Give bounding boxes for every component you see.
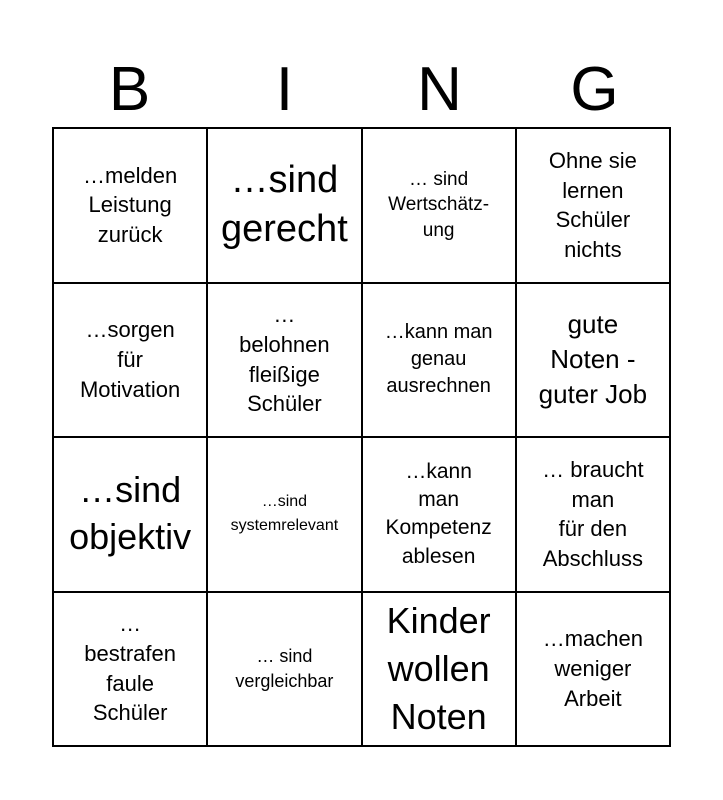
header-letter-i: I [275,55,294,124]
cell-text: … bestrafen faule Schüler [84,611,176,726]
bingo-cell[interactable] [362,283,516,438]
bingo-cell[interactable] [207,283,361,438]
cell-text: … sind vergleichbar [235,646,334,691]
cell-text: …machen weniger Arbeit [542,626,644,711]
bingo-cell[interactable] [53,128,207,283]
cell-text: gute Noten - guter Job [538,309,648,410]
cell-text: … belohnen fleißige Schüler [239,302,330,417]
header-letter-g: G [570,55,619,124]
bingo-grid [52,127,671,747]
cell-text: …kann man Kompetenz ablesen [385,459,492,568]
cell-text: … sind Wertschätz- ung [388,168,490,242]
cell-text: …sorgen für Motivation [79,317,181,402]
bingo-cell[interactable] [362,592,516,747]
cell-text: …kann man genau ausrechnen [384,321,493,398]
bingo-cell[interactable] [516,437,670,592]
bingo-cell[interactable] [207,128,361,283]
header-letter-b: B [108,55,151,124]
bingo-cell[interactable] [516,592,670,747]
bingo-header [52,52,671,128]
bingo-cell[interactable] [53,592,207,747]
cell-text: …sind systemrelevant [230,493,339,535]
cell-text: Ohne sie lernen Schüler nichts [548,147,637,262]
bingo-cell[interactable] [207,592,361,747]
cell-text: … braucht man für den Abschluss [542,456,644,571]
bingo-cell[interactable] [53,283,207,438]
bingo-cell[interactable] [362,128,516,283]
cell-text: …melden Leistung zurück [83,162,178,248]
header-letter-n: N [417,55,462,124]
cell-text: Kinder wollen Noten [386,600,491,737]
bingo-cell[interactable] [207,437,361,592]
bingo-cell[interactable] [516,128,670,283]
cell-text: …sind gerecht [221,158,348,251]
bingo-cell[interactable] [53,437,207,592]
bingo-cell[interactable] [516,283,670,438]
bingo-cell[interactable] [362,437,516,592]
cell-text: …sind objektiv [69,469,192,558]
